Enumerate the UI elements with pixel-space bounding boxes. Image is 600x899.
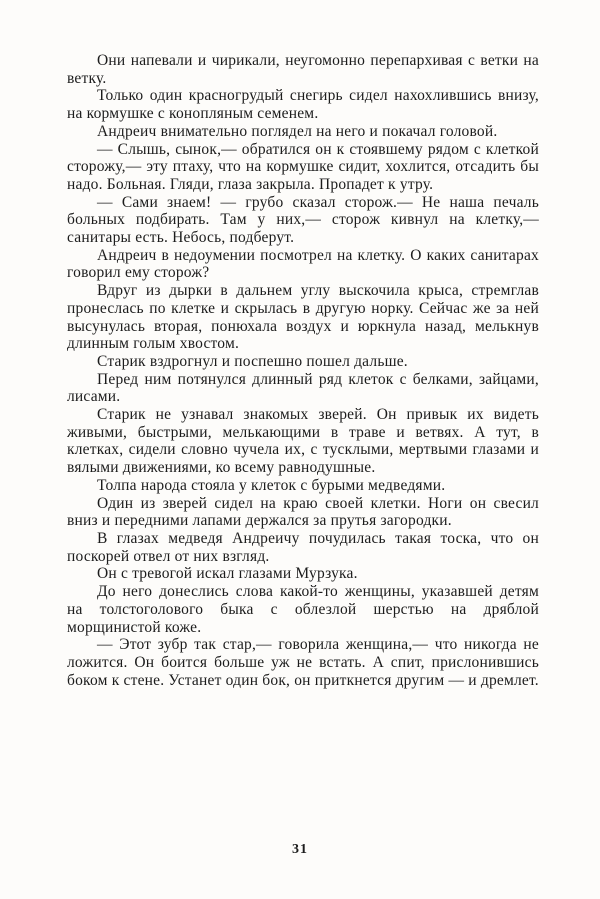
paragraph: Один из зверей сидел на краю своей клетки. Ноги он свесил вниз и передними лапами держался за прутья загородки. bbox=[67, 494, 539, 530]
paragraph: Вдруг из дырки в дальнем углу выскочила крыса, стремглав пронеслась по клетке и скрылась в другую норку. Сейчас же за ней высунулась вторая, понюхала воздух и юркнула назад, мелькнув длинным голым хвостом. bbox=[67, 282, 539, 353]
paragraph: Старик вздрогнул и поспешно пошел дальше. bbox=[97, 352, 408, 370]
paragraph: Старик не узнавал знакомых зверей. Он привык их видеть живыми, быстрыми, мелькающими в траве и ветвях. А тут, в клетках, сидели словно чучела их, с тусклыми, мертвыми глазами и вялыми движениями, ко всему равнодушные. bbox=[67, 406, 539, 477]
paragraph: Андреич в недоумении посмотрел на клетку. О каких санитарах говорил ему сторож? bbox=[67, 246, 539, 282]
paragraph: — Слышь, сынок,— обратился он к стоявшему рядом с клеткой сторожу,— эту птаху, что на кормушке сидит, хохлится, отсадить бы надо. Больная. Гляди, глаза закрыла. Пропадет к утру. bbox=[67, 140, 539, 193]
paragraph: Перед ним потянулся длинный ряд клеток с белками, зайцами, лисами. bbox=[67, 370, 539, 406]
paragraph: Они напевали и чирикали, неугомонно перепархивая с ветки на ветку. bbox=[67, 52, 539, 87]
paragraph: — Сами знаем! — грубо сказал сторож.— Не наша печаль больных подбирать. Там у них,— сторож кивнул на клетку,— санитары есть. Небось, подберут. bbox=[67, 193, 539, 247]
paragraph: Андреич внимательно поглядел на него и покачал головой. bbox=[97, 122, 498, 140]
paragraph: Толпа народа стояла у клеток с бурыми медведями. bbox=[97, 476, 446, 494]
paragraph: — Этот зубр так стар,— говорила женщина,— что никогда не ложится. Он боится больше уж не встать. А спит, прислонившись боком к стене. Устанет один бок, он приткнется другим — и дремлет. bbox=[67, 636, 539, 689]
paragraph: Только один красногрудый снегирь сидел нахохлившись внизу, на кормушке с конопляным семенем. bbox=[67, 87, 539, 123]
paragraph: Он с тревогой искал глазами Мурзука. bbox=[97, 565, 358, 583]
paragraph: До него донеслись слова какой-то женщины, указавшей детям на толстоголового быка с облезлой шерстью на дряблой морщинистой коже. bbox=[67, 583, 539, 636]
page-number: 31 bbox=[292, 842, 308, 857]
page-text bbox=[67, 52, 539, 689]
paragraph: В глазах медведя Андреичу почудилась такая тоска, что он поскорей отвел от них взгляд. bbox=[67, 529, 539, 565]
